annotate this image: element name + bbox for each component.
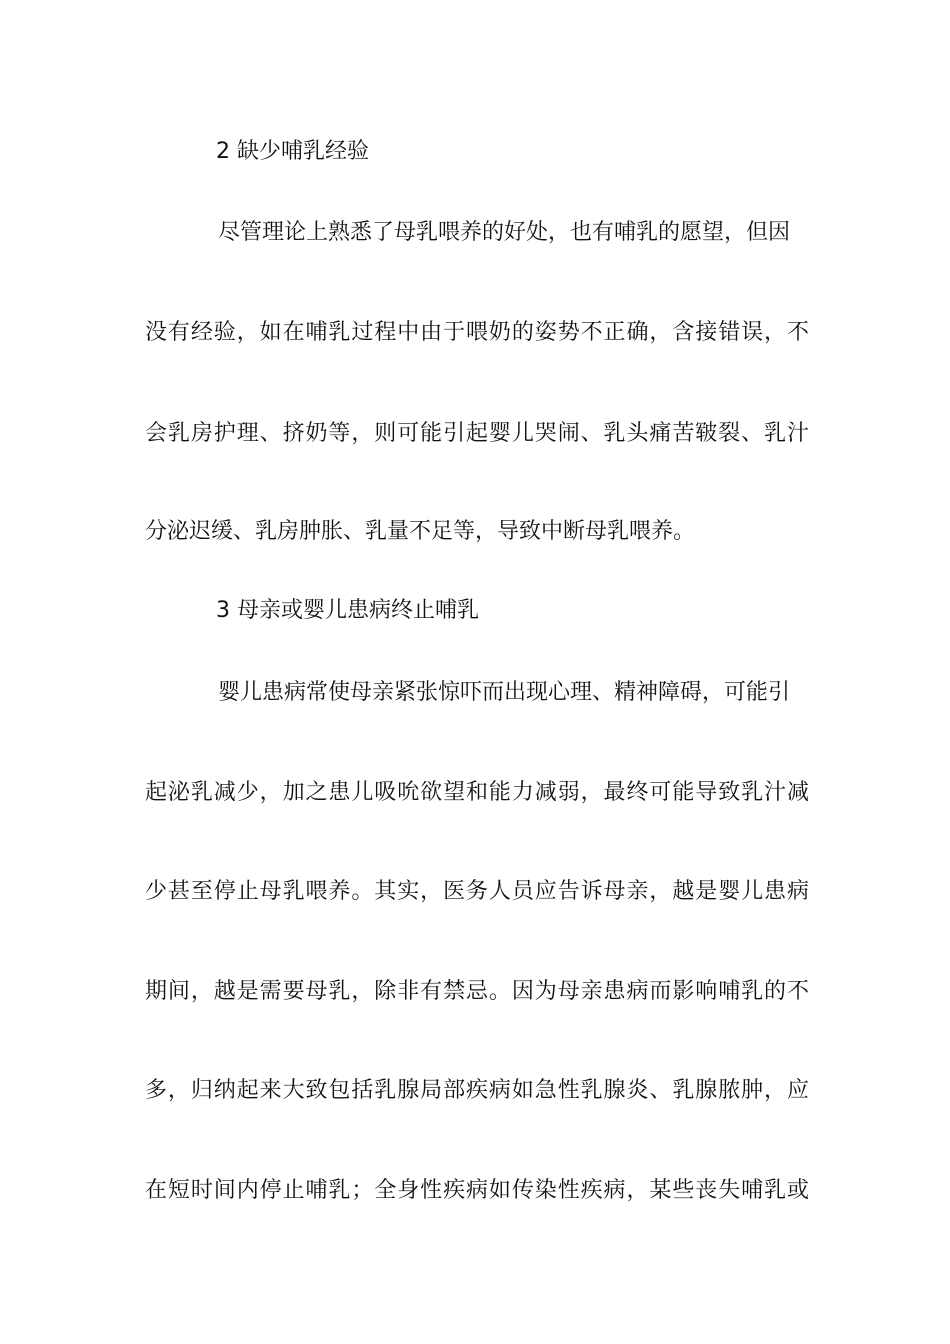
section-heading-illness: 3 母亲或婴儿患病终止哺乳: [216, 598, 479, 623]
paragraph-line: 少甚至停止母乳喂养。其实，医务人员应告诉母亲，越是婴儿患病: [145, 879, 809, 904]
paragraph-line: 期间，越是需要母乳，除非有禁忌。因为母亲患病而影响哺乳的不: [145, 979, 809, 1004]
paragraph-line: 在短时间内停止哺乳；全身性疾病如传染性疾病，某些丧失哺乳或: [145, 1178, 809, 1203]
paragraph-line: 婴儿患病常使母亲紧张惊吓而出现心理、精神障碍，可能引: [218, 680, 791, 705]
section-heading-lack-of-experience: 2 缺少哺乳经验: [216, 139, 369, 164]
paragraph-line: 多，归纳起来大致包括乳腺局部疾病如急性乳腺炎、乳腺脓肿，应: [145, 1078, 809, 1103]
paragraph-line: 尽管理论上熟悉了母乳喂养的好处，也有哺乳的愿望，但因: [218, 220, 791, 245]
paragraph-line: 分泌迟缓、乳房肿胀、乳量不足等，导致中断母乳喂养。: [145, 519, 696, 544]
paragraph-line: 会乳房护理、挤奶等，则可能引起婴儿哭闹、乳头痛苦皲裂、乳汁: [145, 421, 809, 446]
paragraph-line: 没有经验，如在哺乳过程中由于喂奶的姿势不正确，含接错误，不: [145, 320, 809, 345]
paragraph-line: 起泌乳减少，加之患儿吸吮欲望和能力减弱，最终可能导致乳汁减: [145, 780, 809, 805]
